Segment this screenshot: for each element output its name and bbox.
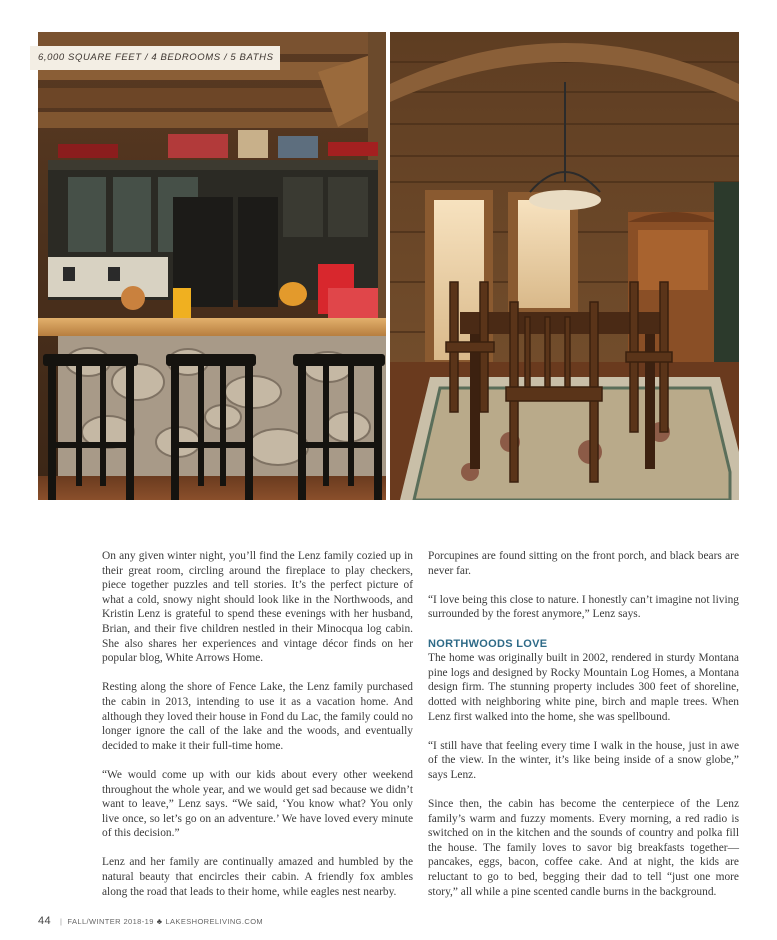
kitchen-photo — [38, 32, 386, 500]
page-footer — [38, 915, 263, 927]
body-paragraph: “We would come up with our kids about every other weekend throughout the whole year, and we would get sad because we didn’t want to leave,” Lenz says. “We said, ‘You know what? You only live once, so let’s go on an adventure.’ We have loved every minute of this decision.” — [102, 768, 413, 840]
body-paragraph: Porcupines are found sitting on the front porch, and black bears are never far. — [428, 550, 739, 577]
website-label: LAKESHORELIVING.COM — [165, 917, 264, 926]
photo-caption: 6,000 SQUARE FEET / 4 BEDROOMS / 5 BATHS — [30, 46, 280, 70]
article-column-left — [102, 549, 413, 914]
body-paragraph: The home was originally built in 2002, rendered in sturdy Montana pine logs and designed by Rocky Mountain Log Homes, a Montana design firm. The stunning property includes 300 feet of shoreline, dotted with neighboring white pine, birch and maple trees. When Lenz first walked into the home, she was spellbound. — [428, 652, 739, 723]
body-paragraph: Resting along the shore of Fence Lake, the Lenz family purchased the cabin in 2013, intending to use it as a vacation home. And although they loved their house in Fond du Lac, the family could no longer ignore the call of the lake and the woods, and eventually decided to make it their full-time home. — [102, 681, 413, 752]
section-heading: NORTHWOODS LOVE — [428, 637, 548, 650]
issue-label: FALL/WINTER 2018-19 — [67, 917, 154, 926]
page-number: 44 — [38, 915, 52, 927]
footer-divider: | — [60, 917, 63, 926]
body-paragraph: Lenz and her family are continually amazed and humbled by the natural beauty that encircles their cabin. A friendly fox ambles along the road that leads to their home, while eagles nest nearby. — [102, 856, 413, 898]
body-paragraph: “I still have that feeling every time I walk in the house, just in awe of the view. In the winter, it’s like being inside of a snow globe,” says Lenz. — [428, 739, 739, 781]
body-paragraph: “I love being this close to nature. I honestly can’t imagine not living surrounded by the forest anymore,” Lenz says. — [428, 593, 739, 621]
logo-mark-icon: ♣ — [156, 917, 163, 926]
article-column-right — [428, 549, 739, 914]
body-paragraph: On any given winter night, you’ll find the Lenz family cozied up in their great room, circling around the fireplace to play checkers, piece together puzzles and tell stories. It’s the perfect picture of what a cold, snowy night should look like in the Northwoods, and Kristin Lenz is grateful to spend these evenings with her husband, Brian, and their five children nestled in their Minocqua log cabin. She also shares her experiences and vintage décor finds on her popular blog, White Arrows Home. — [102, 550, 413, 665]
body-paragraph: Since then, the cabin has become the centerpiece of the Lenz family’s warm and fuzzy moments. Every morning, a red radio is switched on in the kitchen and the sounds of country and polka fill the house. The family loves to savor big breakfasts together—pancakes, eggs, bacon, coffee cake. And at night, the kids are reluctant to go to bed, begging their dad to tell “just one more story,” all while a pine scented candle burns in the background. — [428, 798, 739, 898]
dining-room-photo — [390, 32, 739, 500]
